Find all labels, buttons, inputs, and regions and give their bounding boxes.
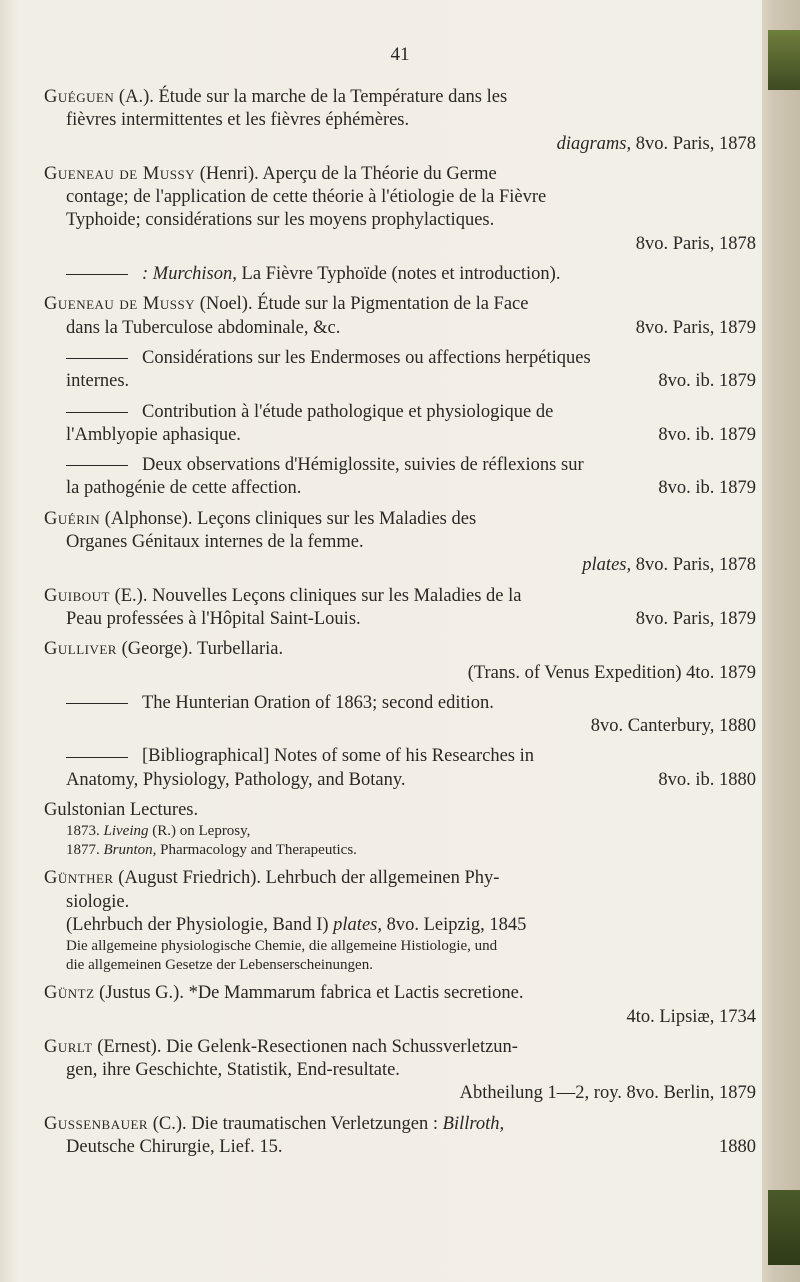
entry-title: Deux observations d'Hémiglossite, suivies de réflexions sur [142,455,584,476]
entry-title-cont: fièvres intermittentes et les fièvres éphémères. [66,110,410,131]
entry-gulliver [44,638,756,685]
entry-title: (Alphonse). Leçons cliniques sur les Maladies des [100,508,477,529]
entry-deux-observations [44,454,756,501]
entry-note: Die allgemeine physiologische Chemie, die allgemeine Histiologie, und [66,938,498,955]
entry-imprint: 8vo. ib. 1880 [658,769,756,790]
entry-gueneau-noel [44,293,756,340]
entry-hunterian-oration [44,692,756,739]
entry-imprint: 8vo. ib. 1879 [658,424,756,445]
entry-imprint: 8vo. Paris, 1878 [631,555,756,576]
entry-title: The Hunterian Oration of 1863; second edition. [142,692,494,713]
thumb-tab-bottom [768,1190,800,1265]
entry-imprint: 8vo. Paris, 1878 [631,133,756,154]
entry-illustration: plates, [582,555,632,576]
sub-year: 1877. [66,842,100,859]
entry-guibout [44,585,756,632]
entry-imprint: 8vo. ib. 1879 [658,371,756,392]
entry-author: Günther [44,868,114,889]
entry-gurlt [44,1036,756,1106]
entry-title: Considérations sur les Endermoses ou affections herpétiques [142,347,591,368]
entry-title-cont: dans la Tuberculose abdominale, &c. [66,317,341,338]
entry-guntz [44,982,756,1029]
entry-title-cont: siologie. [66,891,130,912]
entry-author: Gussenbauer [44,1113,149,1134]
entry-series: (Lehrbuch der Physiologie, Band I) [66,914,329,935]
sub-title: (R.) on Leprosy, [148,823,251,840]
ditto-dash [66,412,128,413]
sub-year: 1873. [66,823,100,840]
entry-author: Güntz [44,983,95,1004]
entry-author: Guérin [44,508,101,529]
entry-note: die allgemeinen Gesetze der Lebenserscheinungen. [66,957,373,974]
entry-title: (C.). Die traumatischen Verletzungen : [148,1113,439,1134]
entry-author: Guibout [44,585,110,606]
entry-imprint: 8vo. ib. 1879 [658,478,756,499]
entry-title: (Henri). Aperçu de la Théorie du Germe [195,163,497,184]
entry-illustration: diagrams, [556,133,632,154]
entry-gunther [44,867,756,975]
entry-title: (Justus G.). *De Mammarum fabrica et Lactis secretione. [94,983,524,1004]
sub-title: Pharmacology and Therapeutics. [156,842,357,859]
entry-author: Guéguen [44,87,115,107]
sub-author: Brunton, [103,842,157,859]
entry-author: Gueneau de Mussy [44,294,196,315]
ditto-dash [66,274,128,275]
entry-title-cont: Typhoide; considérations sur les moyens prophylactiques. [66,210,495,231]
entry-murchison [44,263,756,286]
entry-title: (A.). Étude sur la marche de la Température dans les [114,87,508,107]
entry-title-cont: la pathogénie de cette affection. [66,478,302,499]
entry-gueguen [44,86,756,156]
ditto-dash [66,358,128,359]
ditto-dash [66,703,128,704]
entry-imprint: 8vo. Leipzig, 1845 [382,914,527,935]
entry-author: Gurlt [44,1036,93,1057]
entry-imprint: 8vo. Paris, 1879 [635,317,756,338]
entry-imprint: 8vo. Paris, 1879 [635,608,756,629]
entry-author: Gulliver [44,639,117,660]
entry-title: (Noel). Étude sur la Pigmentation de la Face [195,294,529,315]
entry-imprint: 8vo. Canterbury, 1880 [590,716,756,737]
entry-title-cont: Organes Génitaux internes de la femme. [66,532,364,553]
entry-illustration: plates, [333,914,382,935]
entry-imprint-line [44,914,756,937]
entry-title: (E.). Nouvelles Leçons cliniques sur les Maladies de la [109,585,522,606]
bibliography-list [44,86,756,1166]
entry-title: (Ernest). Die Gelenk-Resectionen nach Schussverletzun- [92,1036,518,1057]
entry-series-editor: Billroth, [442,1113,505,1134]
entry-gueneau-henri [44,163,756,256]
entry-title: (George). Turbellaria. [116,639,284,660]
page-edge [762,0,800,1282]
entry-title: (August Friedrich). Lehrbuch der allgemeinen Phy- [113,868,500,889]
page-number: 41 [390,44,410,65]
ditto-dash [66,757,128,758]
entry-imprint: 8vo. Paris, 1878 [635,233,756,254]
entry-imprint: 1880 [719,1136,756,1157]
entry-title-cont: l'Amblyopie aphasique. [66,424,241,445]
sub-entry [44,822,756,841]
entry-author: : Murchison, [142,264,237,285]
entry-imprint: Abtheilung 1—2, roy. 8vo. Berlin, 1879 [459,1083,756,1104]
entry-title-cont: internes. [66,371,130,392]
entry-contribution [44,401,756,448]
entry-imprint: 4to. Lipsiæ, 1734 [626,1006,756,1027]
entry-title-cont: Peau professées à l'Hôpital Saint-Louis. [66,608,361,629]
entry-title-cont: Anatomy, Physiology, Pathology, and Botany. [66,769,406,790]
entry-title-cont: Deutsche Chirurgie, Lief. 15. [66,1136,283,1157]
sub-entry [44,841,756,860]
entry-considerations [44,347,756,394]
entry-gussenbauer [44,1113,756,1160]
entry-title: Contribution à l'étude pathologique et physiologique de [142,401,554,422]
entry-bibliographical-notes [44,745,756,792]
entry-title-cont: gen, ihre Geschichte, Statistik, End-resultate. [66,1060,400,1081]
entry-guerin [44,508,756,578]
ditto-dash [66,465,128,466]
entry-author: Gueneau de Mussy [44,163,196,184]
entry-title: La Fièvre Typhoïde (notes et introduction). [236,264,561,285]
entry-title: [Bibliographical] Notes of some of his Researches in [142,746,534,767]
entry-imprint: (Trans. of Venus Expedition) 4to. 1879 [467,662,756,683]
sub-author: Liveing [103,823,149,840]
entry-gulstonian-lectures [44,799,756,860]
entry-author: Gulstonian Lectures. [44,800,199,821]
entry-title-cont: contage; de l'application de cette théorie à l'étiologie de la Fièvre [66,187,547,208]
